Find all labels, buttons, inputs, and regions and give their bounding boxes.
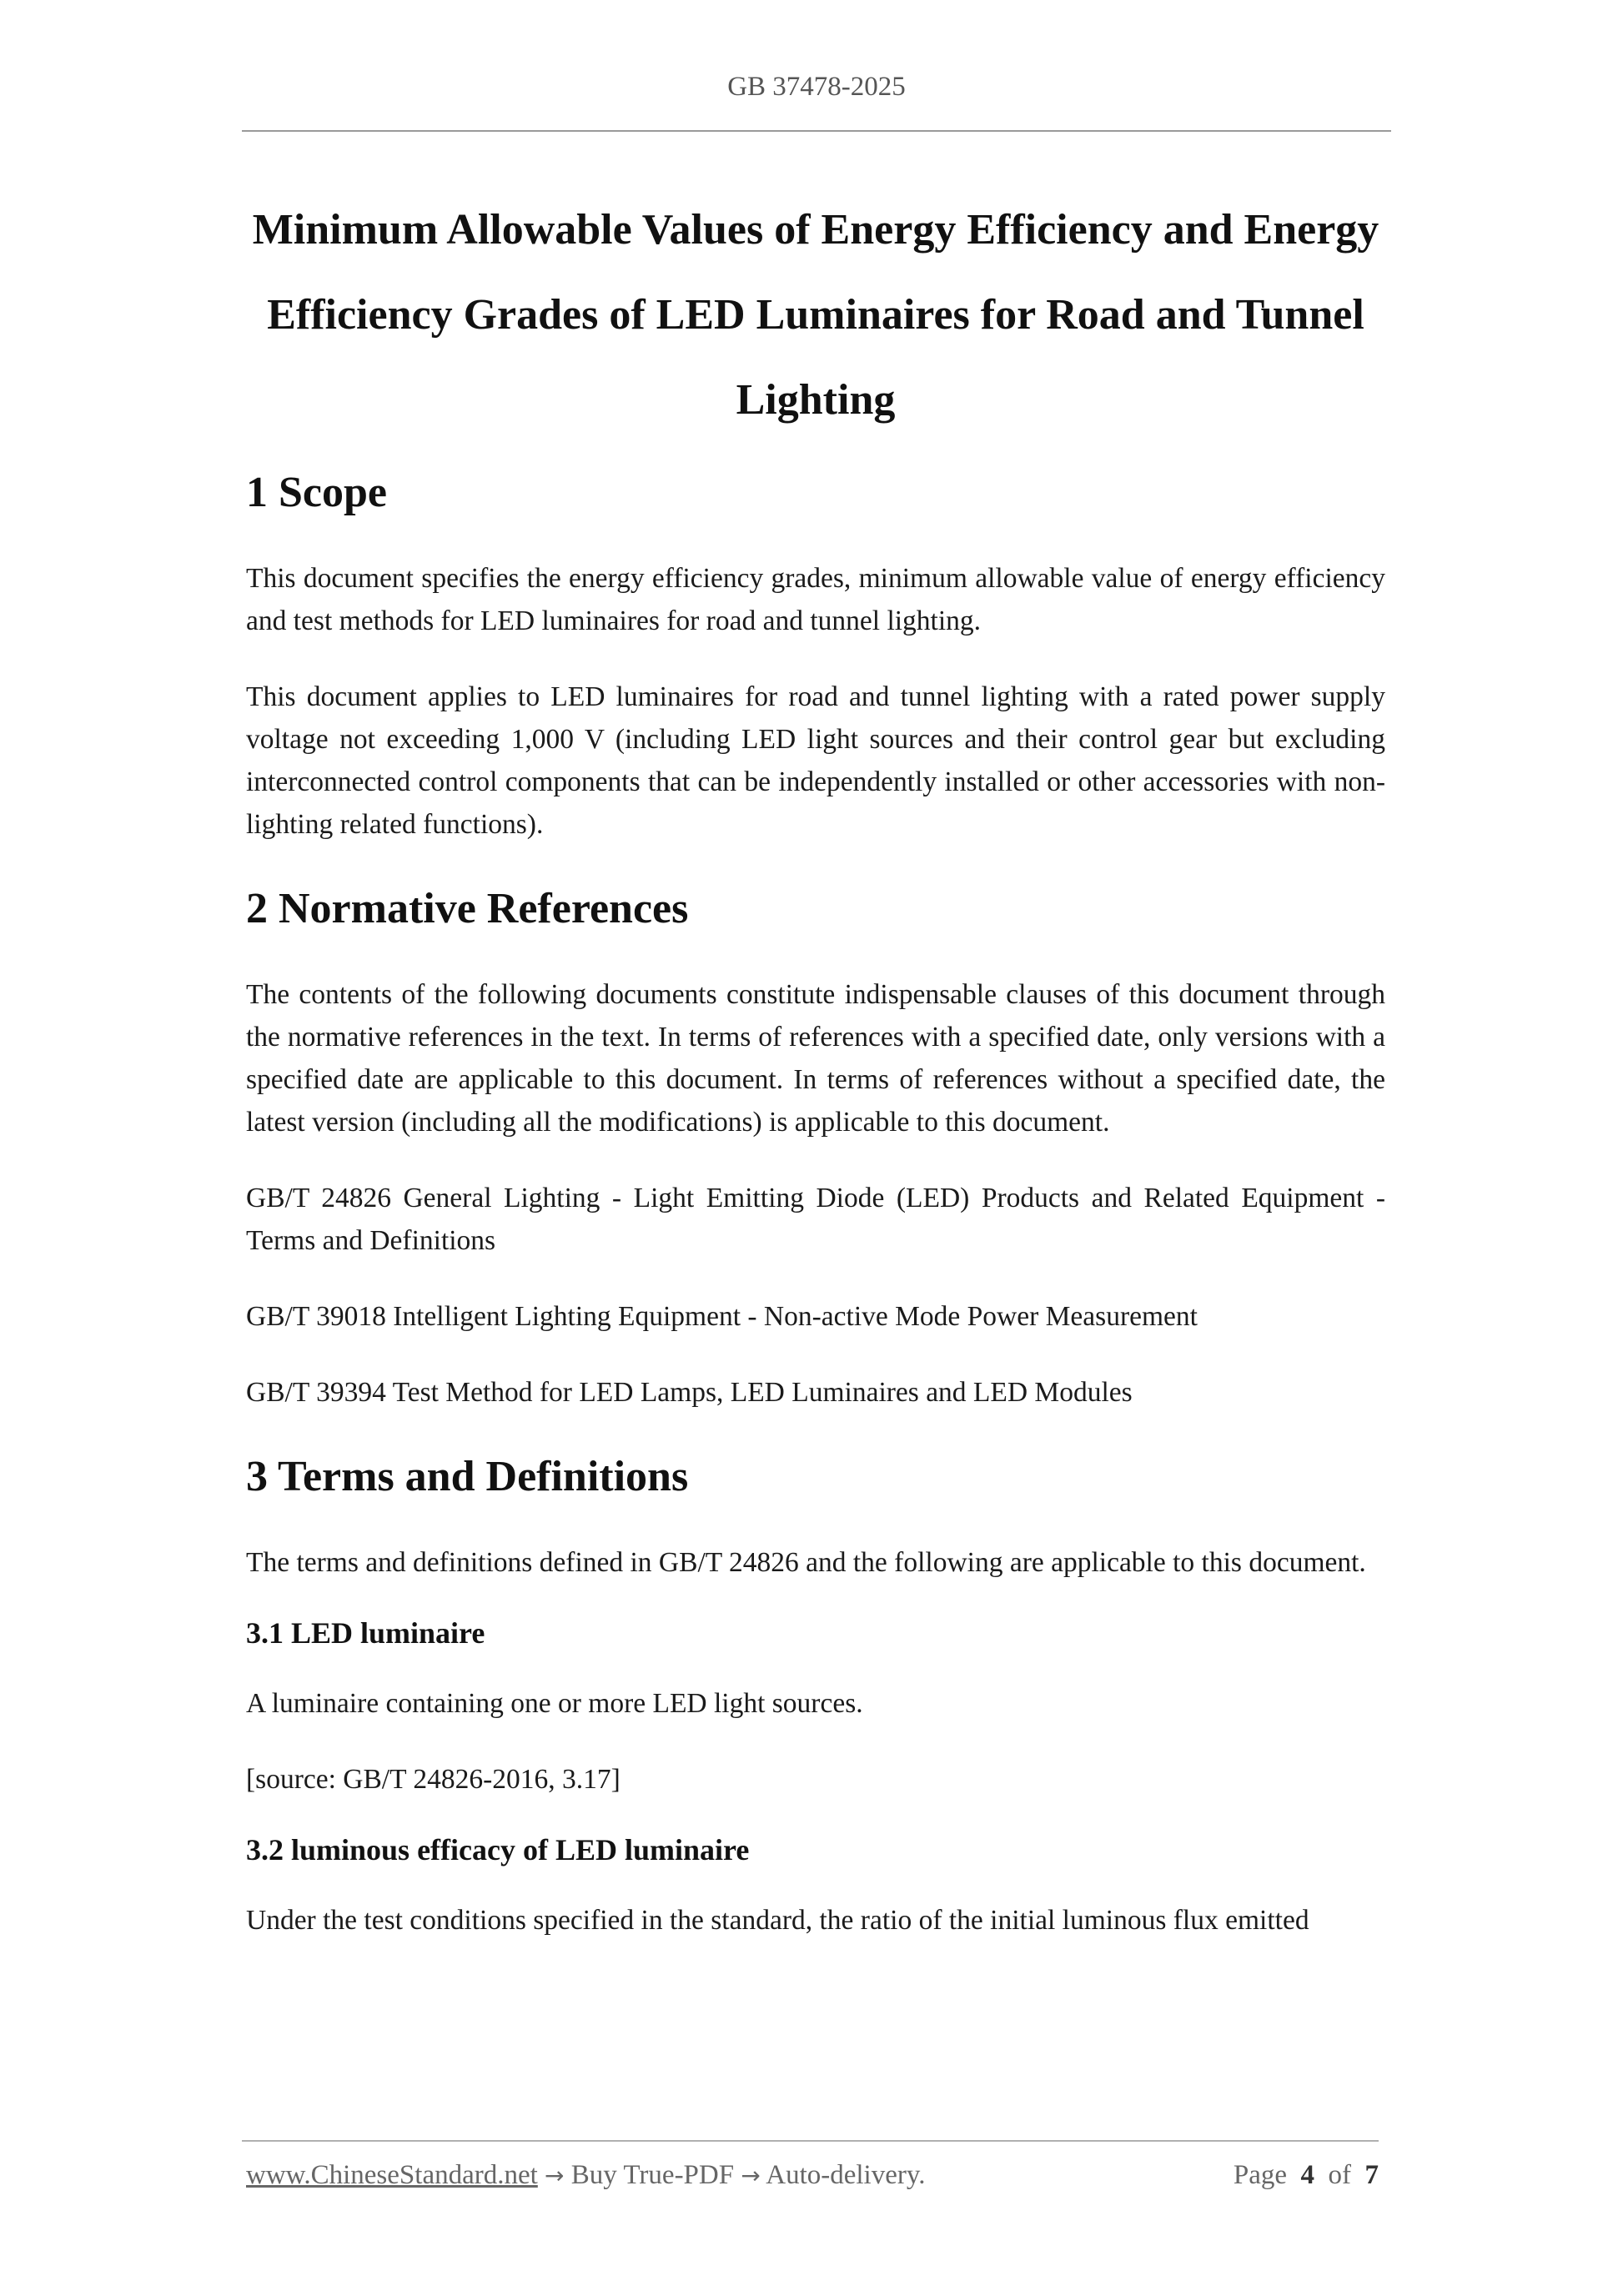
page-header-standard-code: GB 37478-2025 — [727, 72, 906, 102]
page-label: Page — [1233, 2160, 1287, 2190]
document-title — [246, 188, 1385, 443]
terms-intro: The terms and definitions defined in GB/T 24826 and the following are applicable to this document. — [246, 1547, 1366, 1578]
term-heading-3-1: 3.1 LED luminaire — [246, 1616, 485, 1650]
title-line-3: Lighting — [736, 376, 896, 424]
section-heading-scope: 1 Scope — [246, 469, 387, 516]
page-indicator — [1234, 2160, 1379, 2191]
reference-item-gbt-24826: GB/T 24826 General Lighting - Light Emitting Diode (LED) Products and Related Equipment - Terms and Definitions — [246, 1183, 1385, 1256]
title-line-1: Minimum Allowable Values of Energy Efficiency and Energy — [252, 206, 1379, 254]
term-heading-3-2: 3.2 luminous efficacy of LED luminaire — [246, 1833, 750, 1866]
arrow-right-icon: → — [545, 2162, 565, 2189]
term-definition-3-1: A luminaire containing one or more LED light sources. — [246, 1688, 863, 1719]
current-page-number: 4 — [1300, 2160, 1314, 2190]
footer-divider — [242, 2140, 1379, 2142]
header-divider — [242, 130, 1391, 132]
term-definition-3-2: Under the test conditions specified in the standard, the ratio of the initial luminous flux emitted — [246, 1905, 1309, 1936]
section-heading-normative-references: 2 Normative References — [246, 885, 689, 932]
of-label: of — [1328, 2160, 1351, 2190]
title-line-2: Efficiency Grades of LED Luminaires for Road and Tunnel — [267, 291, 1364, 339]
document-body — [246, 188, 1385, 1942]
scope-paragraph-1: This document specifies the energy efficiency grades, minimum allowable value of energy efficiency and test methods for LED luminaires for road and tunnel lighting. — [246, 563, 1385, 636]
term-source-3-1: [source: GB/T 24826-2016, 3.17] — [246, 1764, 621, 1795]
website-link[interactable]: www.ChineseStandard.net — [246, 2160, 538, 2190]
footer-promo — [246, 2160, 925, 2191]
total-page-number: 7 — [1364, 2160, 1379, 2190]
auto-delivery-text: Auto-delivery. — [766, 2160, 926, 2190]
reference-item-gbt-39018: GB/T 39018 Intelligent Lighting Equipment - Non-active Mode Power Measurement — [246, 1301, 1198, 1332]
section-heading-terms-definitions: 3 Terms and Definitions — [246, 1453, 689, 1500]
buy-true-pdf-text: Buy True-PDF — [570, 2160, 735, 2190]
arrow-right-icon: → — [741, 2162, 761, 2189]
reference-item-gbt-39394: GB/T 39394 Test Method for LED Lamps, LED Luminaires and LED Modules — [246, 1377, 1133, 1408]
normative-intro: The contents of the following documents constitute indispensable clauses of this document through the normative references in the text. In terms of references with a specified date, only versions with a specified date are applicable to this document. In terms of references without a specified date, the latest version (including all the modifications) is applicable to this document. — [246, 979, 1385, 1138]
scope-paragraph-2: This document applies to LED luminaires for road and tunnel lighting with a rated power supply voltage not exceeding 1,000 V (including LED light sources and their control gear but excluding interconnected control components that can be independently installed or other accessories with non-lighting related functions). — [246, 681, 1385, 840]
